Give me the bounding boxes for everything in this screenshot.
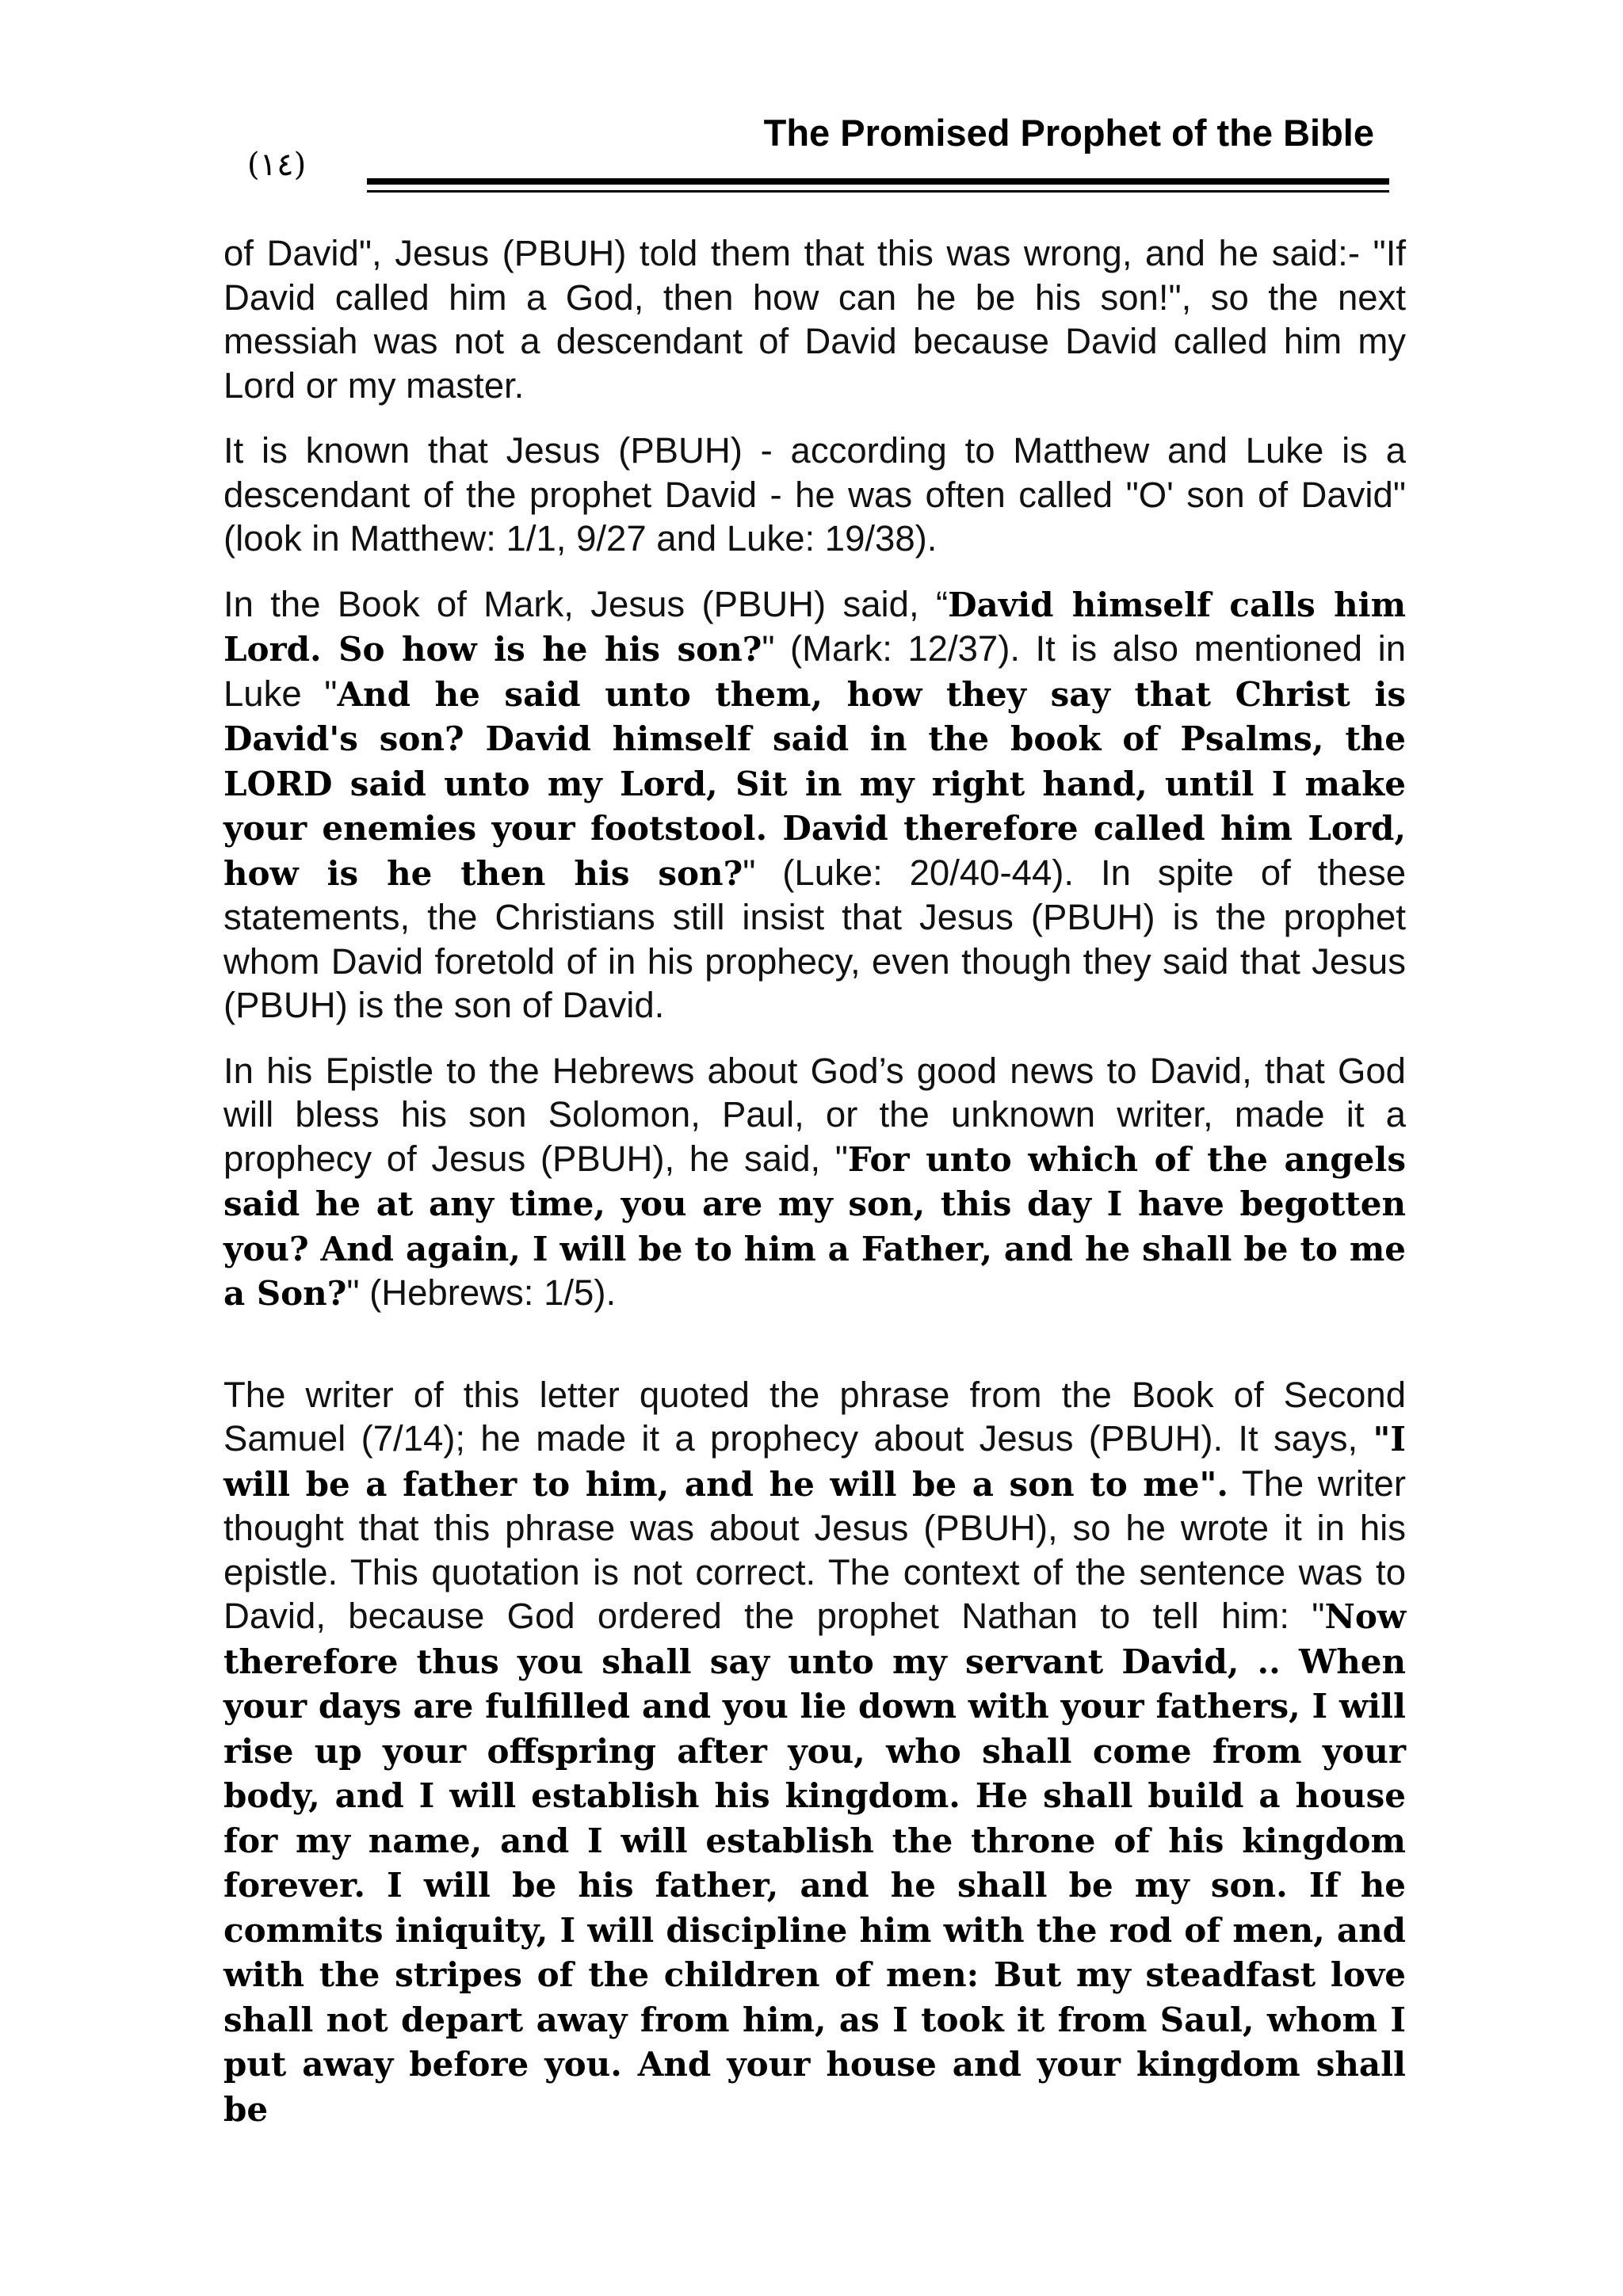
- text-run: In his Epistle to the Hebrews about God’s good news to David, that God will bless his son Solomon, Paul, or the unknown writer, made it a prophecy of Jesus (PBUH), he said, ": [223, 1050, 1406, 1179]
- running-title: The Promised Prophet of the Bible: [763, 112, 1374, 154]
- scripture-quote: David himself calls him Lord. So how is he his son?: [223, 585, 1407, 669]
- text-run: It is known that Jesus (PBUH) - according to Matthew and Luke is a descendant of the prophet David - he was often called "O' son of David" (look in Matthew: 1/1, 9/27 and Luke: 19/38).: [223, 430, 1406, 559]
- text-run: The writer of this letter quoted the phrase from the Book of Second Samuel (7/14); he made it a prophecy about Jesus (PBUH). It says,: [223, 1374, 1406, 1459]
- scripture-quote: "I will be a father to him, and he will be a son to me".: [223, 1420, 1406, 1504]
- paragraph-3: [223, 582, 1406, 1028]
- body-text: [223, 231, 1406, 2153]
- paragraph-1: [223, 231, 1406, 407]
- text-run: " (Hebrews: 1/5).: [346, 1272, 617, 1313]
- paragraph-4: [223, 1049, 1406, 1316]
- scripture-quote: Now therefore thus you shall say unto my servant David, .. When your days are fulfilled and you lie down with your fathers, I will rise up your offspring after you, who shall come from your body, and I will establish his kingdom. He shall build a house for my name, and I will establish the throne of his kingdom forever. I will be his father, and he shall be my son. If he commits iniquity, I will discipline him with the rod of men, and with the stripes of the children of men: But my steadfast love shall not depart away from him, as I took it from Saul, whom I put away before you. And your house and your kingdom shall be: [223, 1597, 1406, 2129]
- text-run: In the Book of Mark, Jesus (PBUH) said, “: [223, 583, 949, 624]
- text-run: " (Mark: 12/37). It is also mentioned in Luke ": [223, 628, 1406, 714]
- text-run: The writer thought that this phrase was about Jesus (PBUH), so he wrote it in his epistle. This quotation is not correct. The context of the sentence was to David, because God ordered the prophet Nathan to tell him: ": [223, 1463, 1406, 1636]
- paragraph-5: [223, 1373, 1406, 2132]
- scripture-quote: For unto which of the angels said he at any time, you are my son, this day I have begotten you? And again, I will be to him a Father, and he shall be to me a Son?: [223, 1139, 1406, 1313]
- text-run: of David", Jesus (PBUH) told them that this was wrong, and he said:- "If David called him a God, then how can he be his son!", so the next messiah was not a descendant of David because David called him my Lord or my master.: [223, 233, 1406, 406]
- page-number: (١٤): [247, 147, 307, 183]
- text-run: " (Luke: 20/40-44). In spite of these statements, the Christians still insist that Jesus (PBUH) is the prophet whom David foretold of in his prophecy, even though they said that Jesus (PBUH) is the son of David.: [223, 852, 1407, 1025]
- paragraph-2: [223, 429, 1406, 561]
- header-rule-thick: [367, 178, 1389, 185]
- scripture-quote: And he said unto them, how they say that Christ is David's son? David himself said in the book of Psalms, the LORD said unto my Lord, Sit in my right hand, until I make your enemies your footstool. David therefore called him Lord, how is he then his son?: [223, 674, 1406, 893]
- header-rule-thin: [367, 190, 1389, 193]
